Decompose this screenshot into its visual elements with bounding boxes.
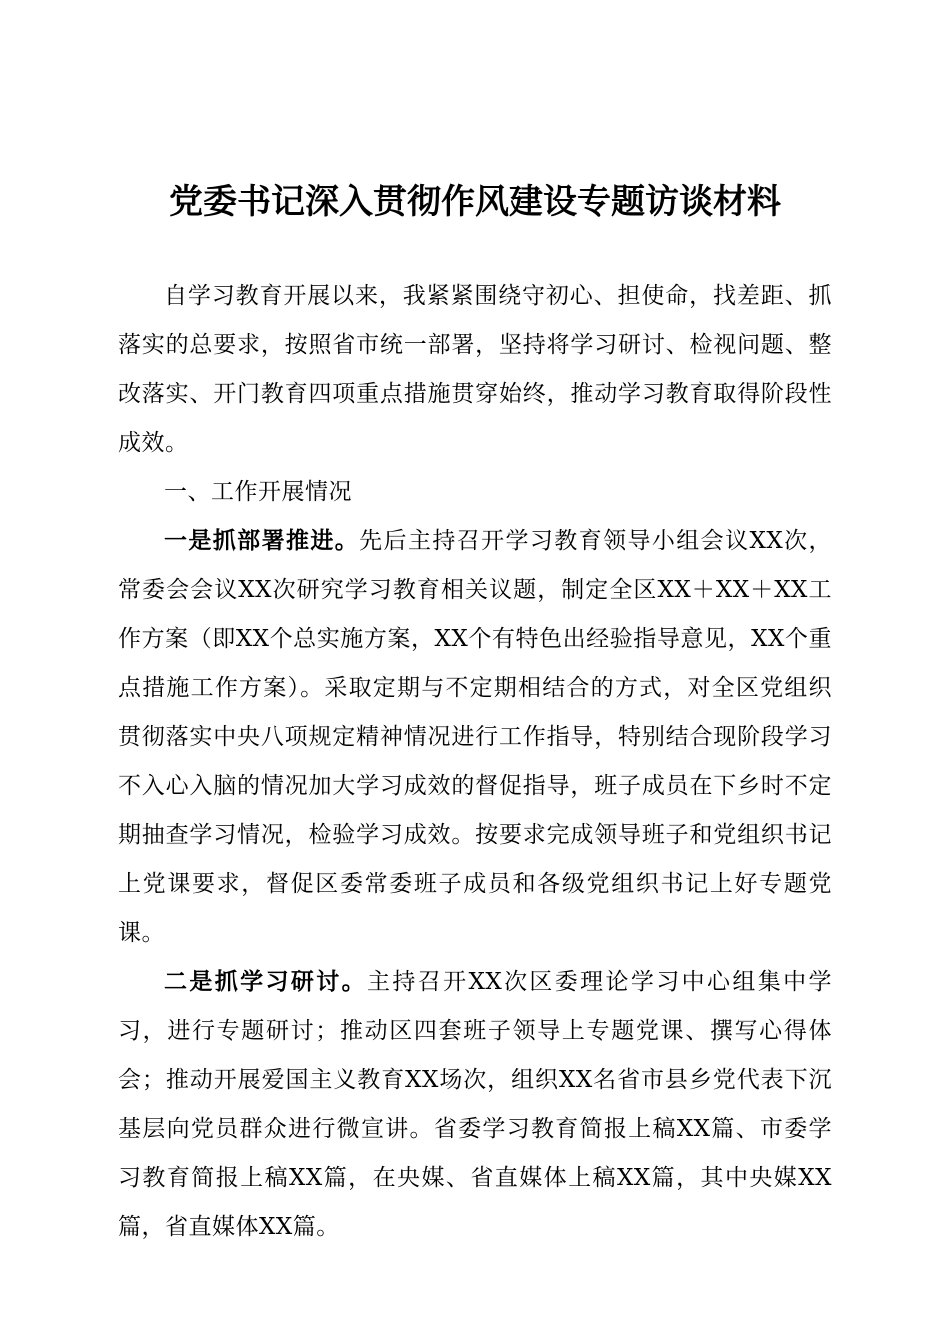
intro-paragraph: 自学习教育开展以来，我紧紧围绕守初心、担使命，找差距、抓落实的总要求，按照省市统一部署，坚持将学习研讨、检视问题、整改落实、开门教育四项重点措施贯穿始终，推动学习教育取得阶段性成效。: [118, 283, 832, 456]
document-body: [118, 272, 832, 1252]
item-lead-1: 一是抓部署推进。: [164, 528, 360, 554]
document-page: [118, 0, 832, 1344]
item-text-1: 先后主持召开学习教育领导小组会议XX次，常委会会议XX次研究学习教育相关议题，制定全区XX＋XX＋XX工作方案（即XX个总实施方案，XX个有特色出经验指导意见，XX个重点措施工作方案）。采取定期与不定期相结合的方式，对全区党组织贯彻落实中央八项规定精神情况进行工作指导，特别结合现阶段学习不入心入脑的情况加大学习成效的督促指导，班子成员在下乡时不定期抽查学习情况，检验学习成效。按要求完成领导班子和党组织书记上党课要求，督促区委常委班子成员和各级党组织书记上好专题党课。: [118, 528, 833, 946]
item-paragraph-2: [118, 958, 832, 1252]
item-text-2: 主持召开XX次区委理论学习中心组集中学习，进行专题研讨；推动区四套班子领导上专题党课、撰写心得体会；推动开展爱国主义教育XX场次，组织XX名省市县乡党代表下沉基层向党员群众进行微宣讲。省委学习教育简报上稿XX篇、市委学习教育简报上稿XX篇，在央媒、省直媒体上稿XX篇，其中央媒XX篇，省直媒体XX篇。: [118, 969, 833, 1240]
document-title: 党委书记深入贯彻作风建设专题访谈材料: [169, 182, 781, 222]
item-paragraph-1: [118, 517, 832, 958]
item-lead-2: 二是抓学习研讨。: [164, 969, 367, 995]
section-heading: 一、工作开展情况: [164, 479, 352, 505]
